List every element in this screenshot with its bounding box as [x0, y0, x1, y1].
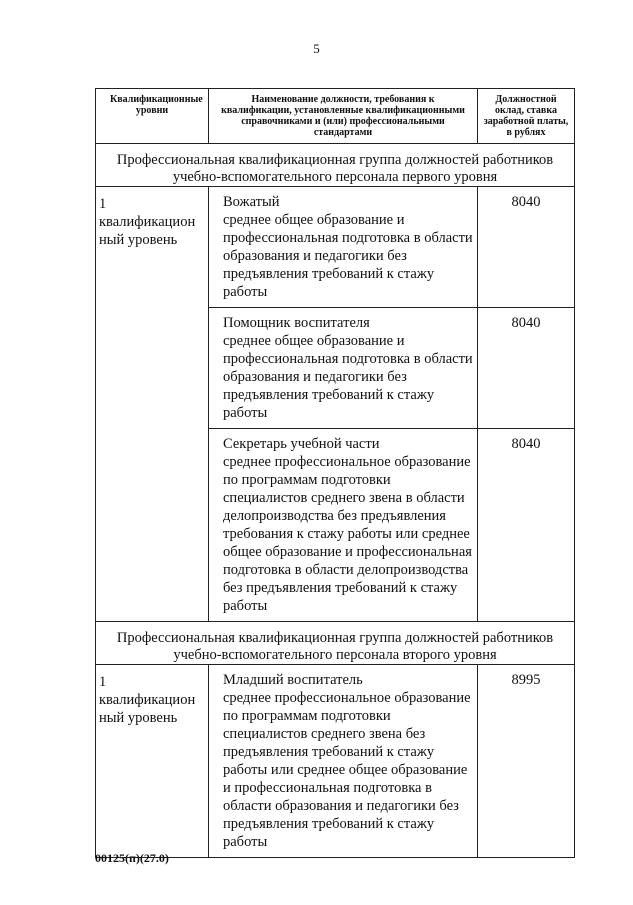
document-code: 00125(п)(27.0)	[95, 851, 169, 865]
position-line: подготовка в области делопроизводства	[223, 562, 469, 578]
salary-value: 8995	[478, 665, 575, 858]
position-line: Младший воспитатель	[223, 672, 363, 688]
position-description	[209, 429, 478, 622]
table-row	[96, 187, 575, 308]
qualification-level	[96, 665, 209, 858]
position-line: образования и педагогики без	[223, 369, 407, 385]
position-line: образования и педагогики без	[223, 248, 407, 264]
group-title	[96, 622, 575, 665]
position-line: без предъявления требований к стажу	[223, 580, 458, 596]
position-line: и профессиональная подготовка в	[223, 780, 432, 796]
group-title-row	[96, 144, 575, 187]
position-line: по программам подготовки	[223, 472, 391, 488]
position-line: предъявления требований к стажу	[223, 744, 435, 760]
position-line: работы	[223, 284, 268, 300]
position-line: работы или среднее общее образование	[223, 762, 468, 778]
position-line: Секретарь учебной части	[223, 436, 380, 452]
position-line: делопроизводства без предъявления	[223, 508, 446, 524]
position-line: Помощник воспитателя	[223, 315, 370, 331]
position-line: требования к стажу работы или среднее	[223, 526, 470, 542]
position-description	[209, 187, 478, 308]
salary-value: 8040	[478, 187, 575, 308]
position-line: предъявления требований к стажу	[223, 816, 435, 832]
page-number: 5	[313, 41, 320, 56]
group-title-line: учебно-вспомогательного персонала первого уровня	[172, 169, 498, 185]
position-line: работы	[223, 405, 268, 421]
level-line: квалификацион	[99, 692, 196, 708]
group-title-line: Профессиональная квалификационная группа должностей работников	[116, 152, 554, 168]
position-line: профессиональная подготовка в области	[223, 230, 473, 246]
level-line: ный уровень	[99, 232, 178, 248]
position-line: предъявления требований к стажу	[223, 387, 435, 403]
position-line: специалистов среднего звена без	[223, 726, 426, 742]
position-line: общее образование и профессиональная	[223, 544, 472, 560]
header-levels: Квалификационные уровни	[96, 89, 209, 144]
header-position: Наименование должности, требования к квалификации, установленные квалификационными справочниками и (или) профессиональными стандартами	[209, 89, 478, 144]
position-line: работы	[223, 834, 268, 850]
position-line: среднее общее образование и	[223, 333, 405, 349]
position-line: работы	[223, 598, 268, 614]
group-title	[96, 144, 575, 187]
table-row	[96, 665, 575, 858]
position-line: по программам подготовки	[223, 708, 391, 724]
position-line: специалистов среднего звена в области	[223, 490, 465, 506]
table-header-row	[96, 89, 575, 144]
position-line: среднее профессиональное образование	[223, 454, 471, 470]
position-line: Вожатый	[223, 194, 280, 210]
position-line: профессиональная подготовка в области	[223, 351, 473, 367]
level-line: 1	[99, 196, 107, 212]
position-description	[209, 665, 478, 858]
header-salary: Должностной оклад, ставка заработной платы, в рублях	[478, 89, 575, 144]
position-line: среднее профессиональное образование	[223, 690, 471, 706]
position-line: предъявления требований к стажу	[223, 266, 435, 282]
level-line: ный уровень	[99, 710, 178, 726]
level-line: квалификацион	[99, 214, 196, 230]
group-title-line: учебно-вспомогательного персонала второго уровня	[173, 647, 497, 663]
level-line: 1	[99, 674, 107, 690]
position-line: среднее общее образование и	[223, 212, 405, 228]
salary-value: 8040	[478, 308, 575, 429]
group-title-line: Профессиональная квалификационная группа должностей работников	[116, 630, 554, 646]
salary-value: 8040	[478, 429, 575, 622]
position-description	[209, 308, 478, 429]
position-line: области образования и педагогики без	[223, 798, 459, 814]
qualification-level	[96, 187, 209, 622]
salary-table	[95, 88, 575, 858]
group-title-row	[96, 622, 575, 665]
